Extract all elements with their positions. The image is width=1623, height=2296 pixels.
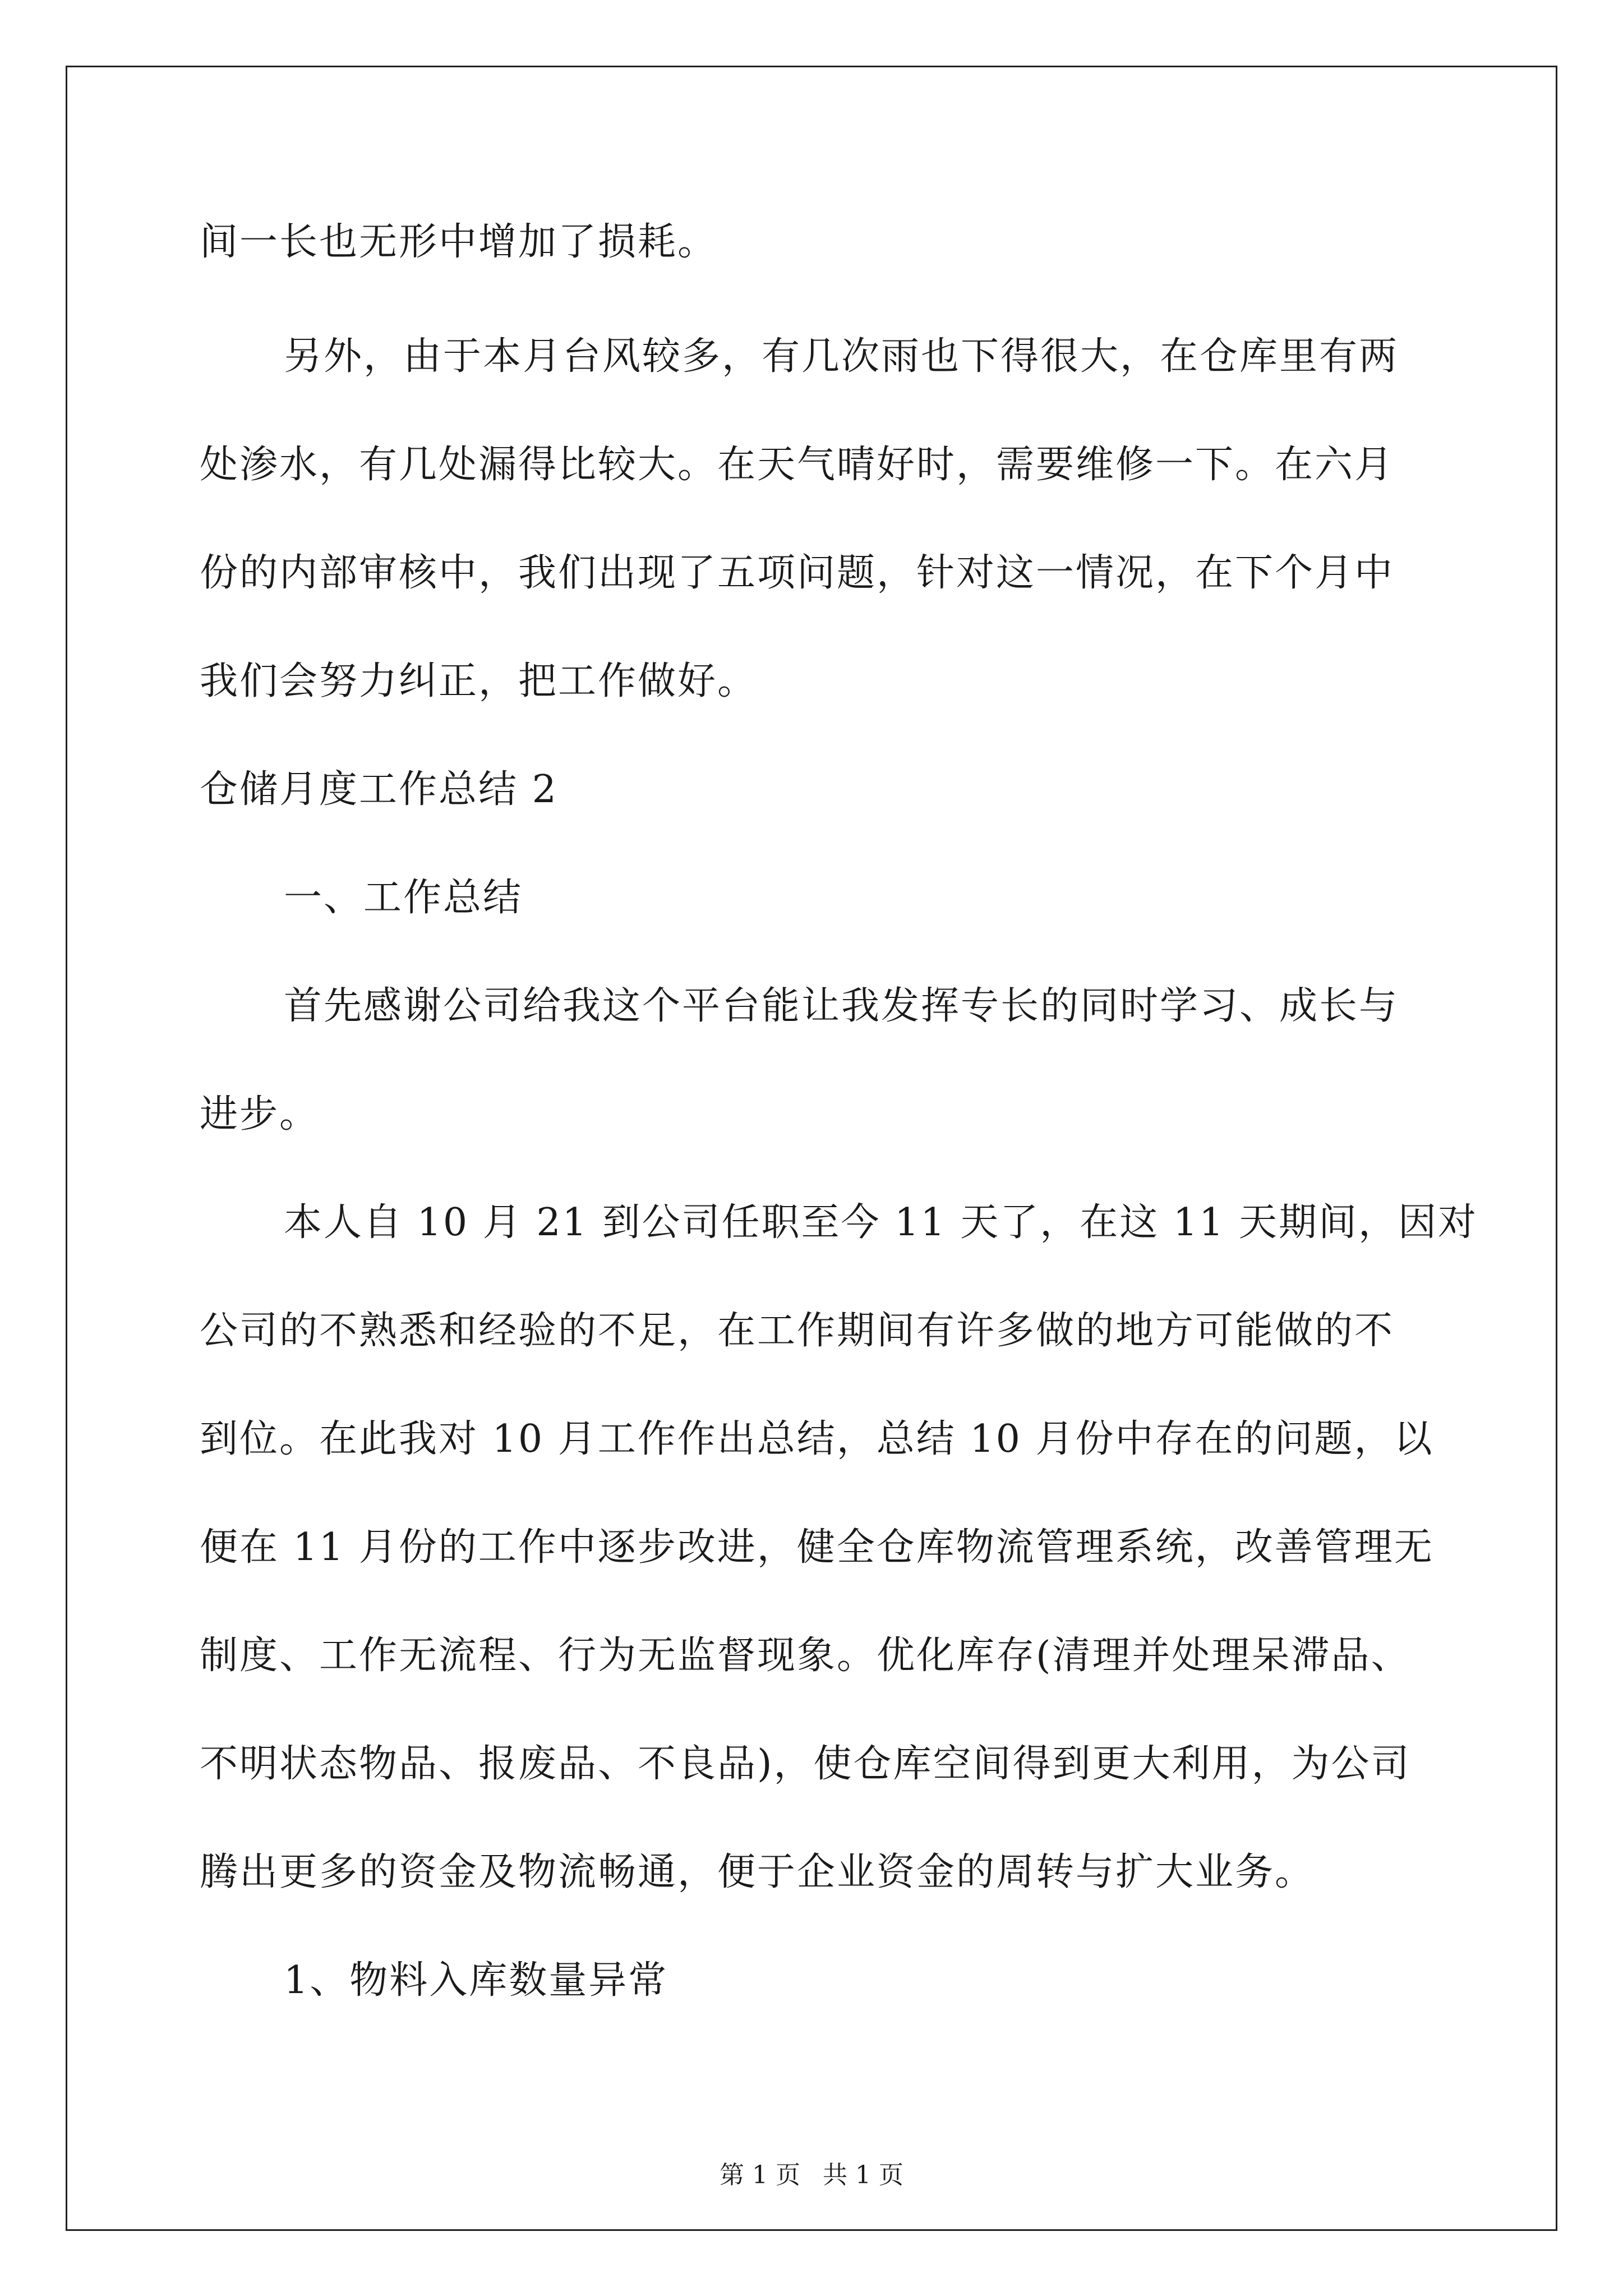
paragraph-line: 我们会努力纠正，把工作做好。: [200, 659, 758, 703]
paragraph-line: 便在 11 月份的工作中逐步改进，健全仓库物流管理系统，改善管理无: [200, 1525, 1434, 1570]
paragraph-line: 进步。: [200, 1092, 320, 1137]
section-heading: 仓储月度工作总结 2: [200, 767, 558, 812]
page-number: 第 1 页: [720, 2161, 800, 2189]
paragraph-line: 不明状态物品、报废品、不良品)，使仓库空间得到更大利用，为公司: [200, 1742, 1411, 1786]
paragraph-line: 处渗水，有几处漏得比较大。在天气晴好时，需要维修一下。在六月: [200, 443, 1395, 487]
sub-heading: 一、工作总结: [284, 876, 523, 920]
paragraph-line: 首先感谢公司给我这个平台能让我发挥专长的同时学习、成长与: [284, 984, 1399, 1028]
page-footer: [0, 2159, 1623, 2192]
page-total: 共 1 页: [823, 2161, 903, 2189]
paragraph-line: 间一长也无形中增加了损耗。: [200, 220, 718, 264]
list-item-heading: 1、物料入库数量异常: [284, 1958, 668, 2003]
paragraph-line: 份的内部审核中，我们出现了五项问题，针对这一情况，在下个月中: [200, 551, 1395, 595]
paragraph-line: 公司的不熟悉和经验的不足，在工作期间有许多做的地方可能做的不: [200, 1309, 1395, 1353]
paragraph-line: 制度、工作无流程、行为无监督现象。优化库存(清理并处理呆滞品、: [200, 1634, 1411, 1678]
paragraph-line: 本人自 10 月 21 到公司任职至今 11 天了，在这 11 天期间，因对: [284, 1200, 1478, 1245]
page-border: [66, 66, 1557, 2231]
paragraph-line: 到位。在此我对 10 月工作作出总结，总结 10 月份中存在的问题，以: [200, 1417, 1434, 1461]
paragraph-line: 腾出更多的资金及物流畅通，便于企业资金的周转与扩大业务。: [200, 1850, 1315, 1894]
paragraph-line: 另外，由于本月台风较多，有几次雨也下得很大，在仓库里有两: [284, 334, 1399, 379]
